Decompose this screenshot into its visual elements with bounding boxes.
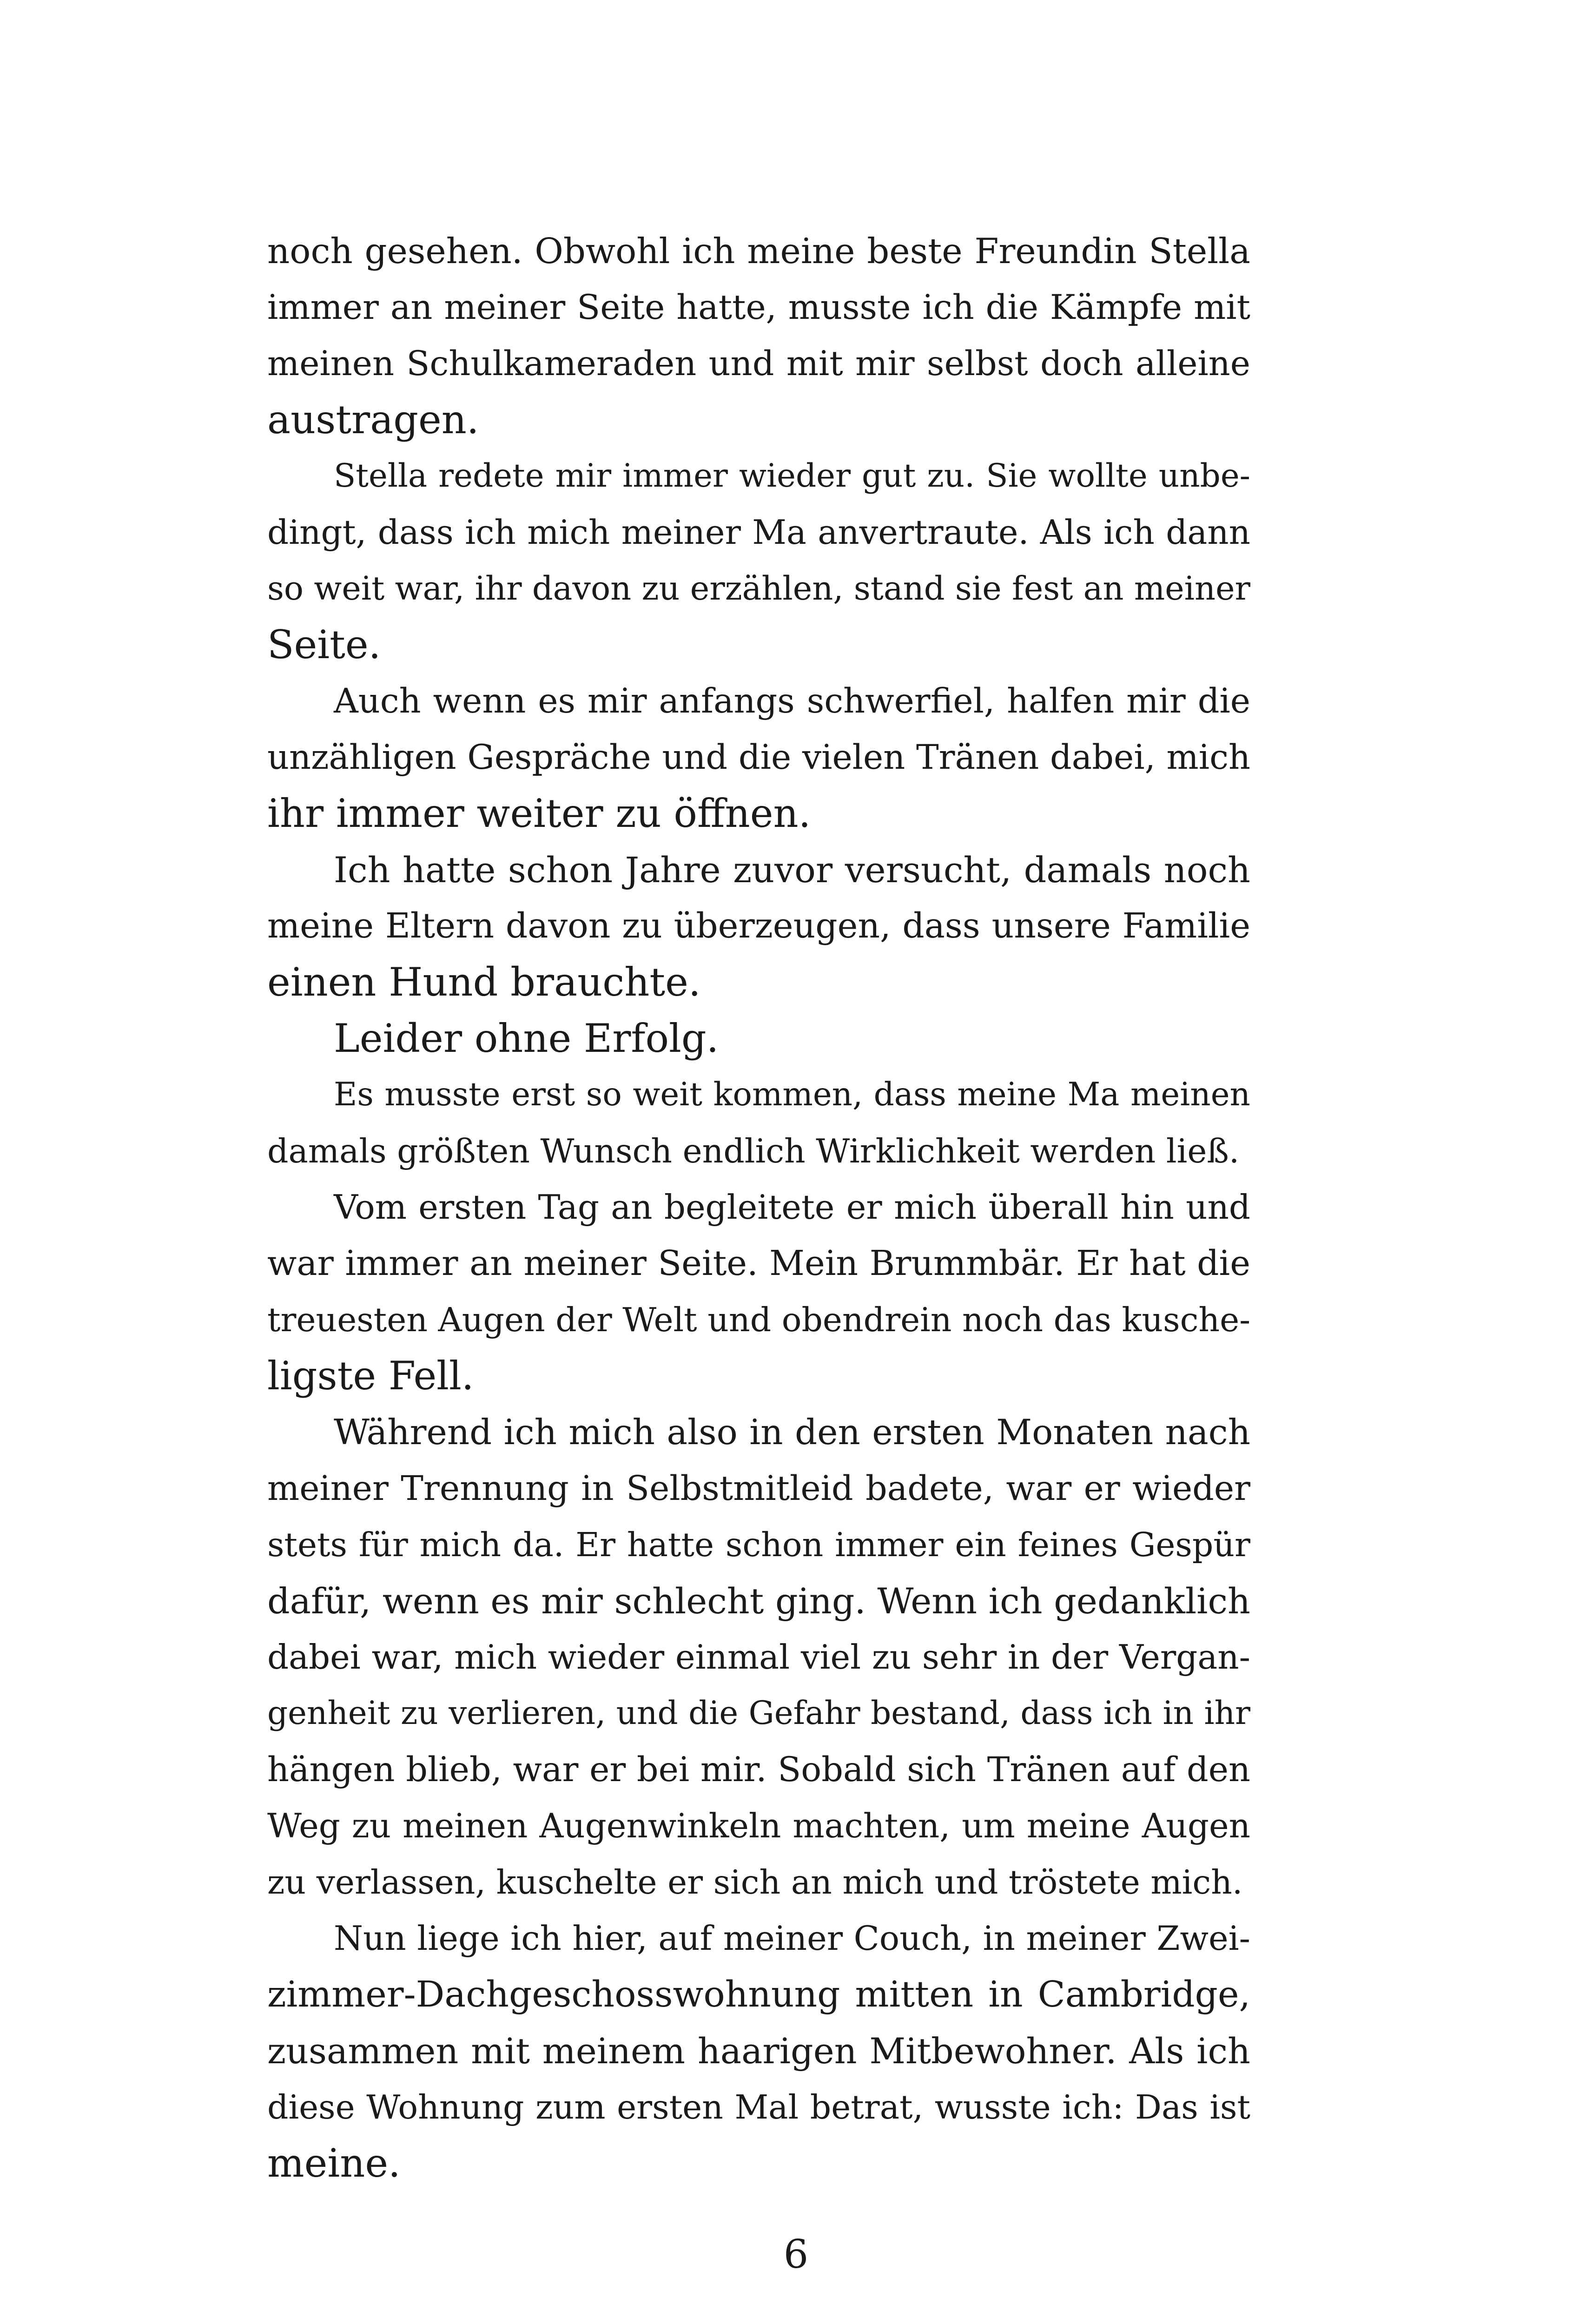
text-line: Ich hatte schon Jahre zuvor versucht, damals noch: [334, 849, 1250, 891]
text-line: hängen blieb, war er bei mir. Sobald sich Tränen auf den: [267, 1750, 1250, 1789]
text-line: Nun liege ich hier, auf meiner Couch, in meiner Zwei-: [334, 1919, 1250, 1958]
paragraph: [267, 1010, 1250, 1067]
text-line: zu verlassen, kuschelte er sich an mich und tröstete mich.: [267, 1863, 1243, 1901]
body-text: [267, 223, 1250, 2192]
text-line: austragen.: [267, 397, 479, 442]
text-line: dafür, wenn es mir schlecht ging. Wenn ich gedanklich: [267, 1580, 1250, 1622]
page-number: 6: [783, 2232, 809, 2277]
text-line: meiner Trennung in Selbstmitleid badete, war er wieder: [267, 1469, 1250, 1508]
paragraph: [267, 842, 1250, 1010]
text-line: ihr immer weiter zu öffnen.: [267, 791, 811, 836]
text-line: meine Eltern davon zu überzeugen, dass unsere Familie: [267, 906, 1250, 946]
text-line: zimmer-Dachgeschosswohnung mitten in Cambridge,: [267, 1974, 1250, 2015]
text-line: zusammen mit meinem haarigen Mitbewohner. Als ich: [267, 2030, 1250, 2072]
text-line: stets für mich da. Er hatte schon immer ein feines Gespür: [267, 1525, 1250, 1564]
text-line: Seite.: [267, 622, 381, 667]
text-line: Leider ohne Erfolg.: [334, 1016, 719, 1061]
text-line: meinen Schulkameraden und mit mir selbst doch alleine: [267, 344, 1250, 383]
text-line: Weg zu meinen Augenwinkeln machten, um meine Augen: [267, 1806, 1250, 1845]
text-line: immer an meiner Seite hatte, musste ich die Kämpfe mit: [267, 288, 1250, 327]
text-line: einen Hund brauchte.: [267, 959, 701, 1005]
text-line: noch gesehen. Obwohl ich meine beste Freundin Stella: [267, 231, 1250, 271]
text-line: diese Wohnung zum ersten Mal betrat, wusste ich: Das ist: [267, 2088, 1250, 2126]
text-line: genheit zu verlieren, und die Gefahr bestand, dass ich in ihr: [267, 1695, 1250, 1732]
text-line: Vom ersten Tag an begleitete er mich überall hin und: [334, 1188, 1250, 1227]
paragraph: [267, 1179, 1250, 1404]
paragraph: [267, 448, 1250, 673]
text-line: Während ich mich also in den ersten Monaten nach: [334, 1412, 1250, 1452]
text-line: dingt, dass ich mich meiner Ma anvertraute. Als ich dann: [267, 513, 1250, 552]
text-line: so weit war, ihr davon zu erzählen, stand sie fest an meiner: [267, 569, 1250, 607]
text-line: unzähligen Gespräche und die vielen Tränen dabei, mich: [267, 738, 1250, 777]
paragraph: [267, 673, 1250, 842]
paragraph: [267, 1067, 1250, 1179]
text-line: treuesten Augen der Welt und obendrein noch das kusche-: [267, 1301, 1251, 1339]
paragraph: [267, 223, 1250, 448]
text-line: Auch wenn es mir anfangs schwerfiel, halfen mir die: [334, 681, 1250, 721]
text-line: dabei war, mich wieder einmal viel zu sehr in der Vergan-: [267, 1637, 1250, 1677]
text-line: war immer an meiner Seite. Mein Brummbär. Er hat die: [267, 1243, 1250, 1283]
text-line: Es musste erst so weit kommen, dass meine Ma meinen: [334, 1076, 1250, 1113]
text-line: ligste Fell.: [267, 1353, 474, 1399]
paragraph: [267, 1404, 1250, 1910]
text-line: damals größten Wunsch endlich Wirklichkeit werden ließ.: [267, 1132, 1240, 1170]
text-line: Stella redete mir immer wieder gut zu. Sie wollte unbe-: [334, 457, 1250, 495]
text-line: meine.: [267, 2140, 401, 2186]
paragraph: [267, 1910, 1250, 2192]
